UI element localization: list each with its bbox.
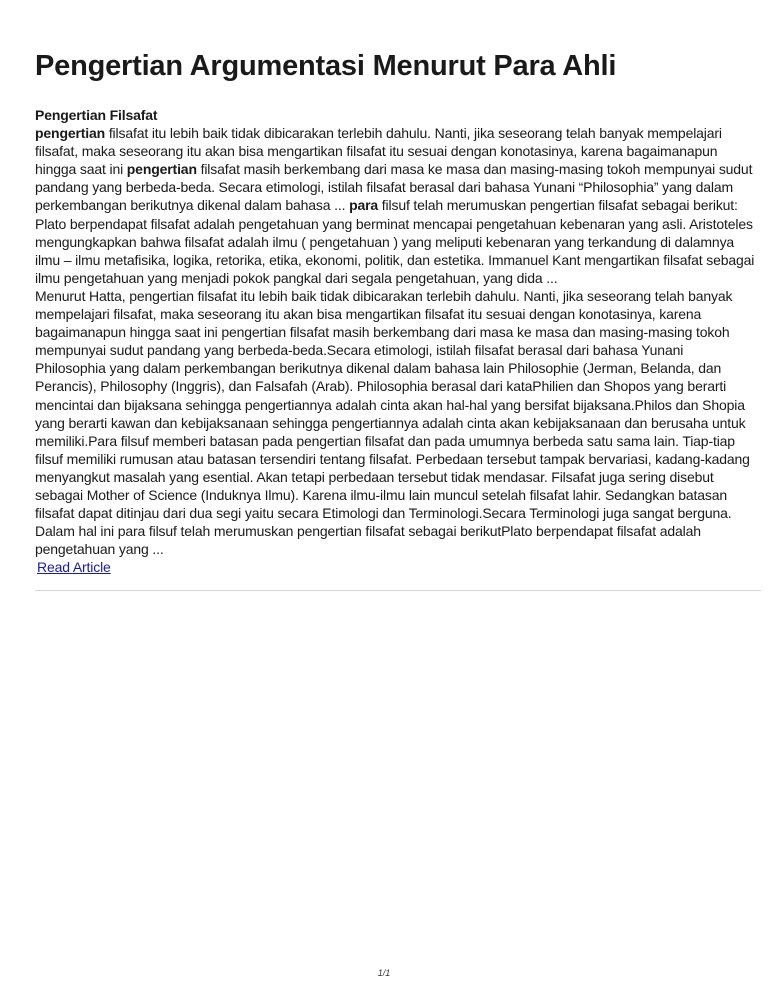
paragraph-text: filsafat itu lebih baik tidak dibicarakan terlebih dahulu. Nanti, jika seseorang telah banyak mempelajari filsafat, maka seseorang itu akan bisa mengartikan filsafat itu sesuai dengan konotasinya, karena bagaimanapun hingga saat ini (35, 125, 722, 178)
highlight-term: pengertian (126, 161, 197, 178)
divider (35, 590, 761, 591)
highlight-term: pengertian (35, 125, 106, 142)
paragraph-text: filsafat masih berkembang dari masa ke masa dan masing-masing tokoh mempunyai sudut pandang yang berbeda-beda. Secara etimologi, istilah filsafat berasal dari bahasa Yunani “Philosophia” yang dalam perkembangan berikutnya dikenal dalam bahasa ... (35, 161, 753, 214)
article (35, 106, 755, 576)
page-title: Pengertian Argumentasi Menurut Para Ahli (35, 50, 617, 82)
paragraph-2: Menurut Hatta, pengertian filsafat itu lebih baik tidak dibicarakan terlebih dahulu. Nanti, jika seseorang telah banyak mempelajari filsafat, maka seseorang itu akan bisa mengartikan filsafat itu sesuai dengan konotasinya, karena bagaimanapun hingga saat ini pengertian filsafat masih berkembang dari masa ke masa dan masing-masing tokoh mempunyai sudut pandang yang berbeda-beda.Secara etimologi, istilah filsafat berasal dari bahasa Yunani Philosophia yang dalam perkembangan berikutnya dikenal dalam bahasa lain Philosophie (Jerman, Belanda, dan Perancis), Philosophy (Inggris), dan Falsafah (Arab). Philosophia berasal dari kataPhilien dan Shopos yang berarti mencintai dan bijaksana sehingga pengertiannya adalah cinta akan hal-hal yang bersifat bijaksana.Philos dan Shopia yang berarti kawan dan kebijaksanaan sehingga pengertiannya adalah cinta akan kebijaksanaan dan berusaha untuk memiliki.Para filsuf memberi batasan pada pengertian filsafat dan pada umumnya berbeda satu sama lain. Tiap-tiap filsuf memiliki rumusan atau batasan tersendiri tentang filsafat. Perbedaan tersebut tampak bervariasi, kadang-kadang menyangkut masalah yang esential. Akan tetapi perbedaan tersebut tidak mendasar. Filsafat juga sering disebut sebagai Mother of Science (Induknya Ilmu). Karena ilmu-ilmu lain muncul setelah filsafat lahir. Sedangkan batasan filsafat dapat ditinjau dari dua segi yaitu secara Etimologi dan Terminologi.Secara Terminologi juga sangat berguna. Dalam hal ini para filsuf telah merumuskan pengertian filsafat sebagai berikutPlato berpendapat filsafat adalah pengetahuan yang ... (35, 287, 750, 558)
highlight-term: para (349, 197, 379, 214)
article-heading: Pengertian Filsafat (35, 107, 158, 123)
read-article-link[interactable]: Read Article (37, 559, 111, 576)
paragraph-text: filsuf telah merumuskan pengertian filsafat sebagai berikut: Plato berpendapat filsafat adalah pengetahuan yang berminat mencapai pengetahuan kebenaran yang asli. Aristoteles mengungkapkan bahwa filsafat adalah ilmu ( pengetahuan ) yang meliputi kebenaran yang terkandung di dalamnya ilmu – ilmu metafisika, logika, retorika, etika, ekonomi, politik, dan estetika. Immanuel Kant mengartikan filsafat sebagai ilmu pengetahuan yang menjadi pokok pangkal dari segala pengetahuan, yang dida ... (35, 197, 755, 286)
paragraph-1 (35, 124, 755, 287)
page-number: 1/1 (377, 968, 391, 978)
